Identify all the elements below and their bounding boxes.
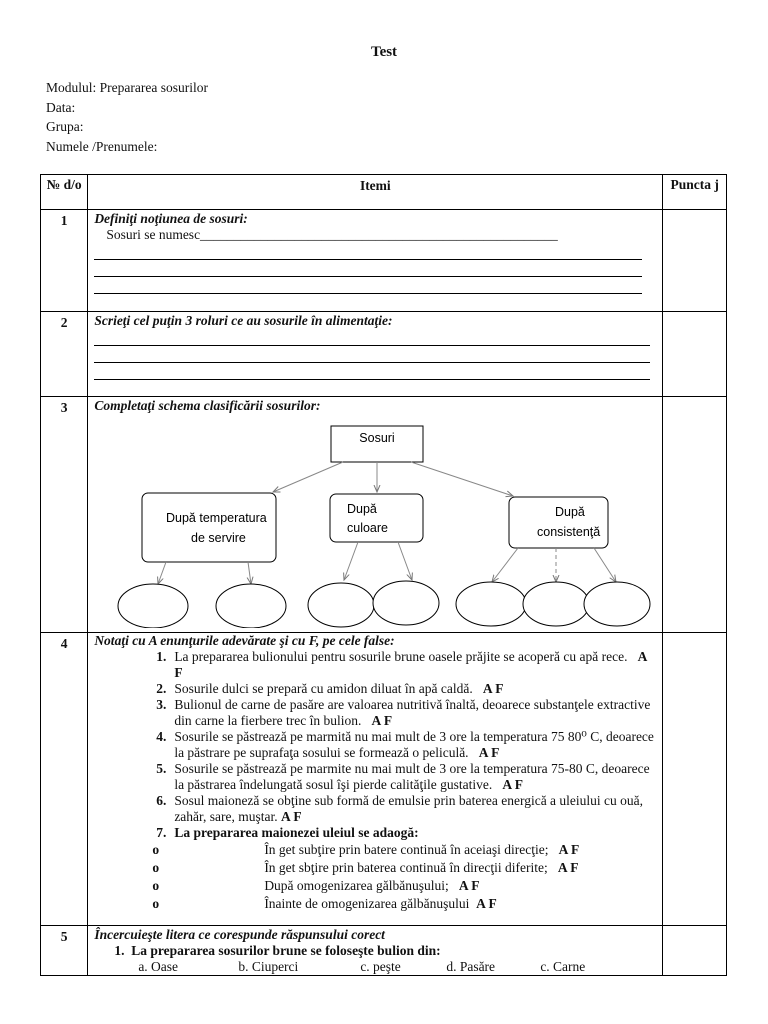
true-false-choice[interactable]: A F: [557, 860, 579, 875]
statement-item: 3. Bulionul de carne de pasăre are valoarea nutritivă înaltă, deoarece substanţele extractive din carne la fierbere trec în bulion. A F: [156, 697, 651, 728]
empty-answer-ellipse[interactable]: [308, 583, 374, 627]
arrow: [273, 462, 343, 492]
color-label-2: culoare: [347, 521, 389, 535]
statement-item: 1. La prepararea bulionului pentru sosurile brune oasele prăjite se acoperă cu apă rece. A F: [156, 649, 647, 680]
sub-statement-item: o Înainte de omogenizarea gălbănuşului A F: [152, 896, 497, 911]
question-number: 1: [41, 210, 88, 312]
option-e[interactable]: c. Carne: [540, 959, 586, 974]
true-false-choice[interactable]: A F: [174, 649, 647, 680]
temperature-label-2: de servire: [191, 531, 247, 545]
answer-options: [88, 959, 662, 975]
arrow: [158, 562, 166, 584]
question-row-2: [41, 312, 727, 397]
sub-statement-list: [152, 841, 654, 913]
answer-line[interactable]: [94, 277, 642, 294]
question-cell: [88, 633, 663, 926]
answer-line[interactable]: [94, 329, 650, 346]
option-b[interactable]: b. Ciuperci: [238, 959, 299, 974]
empty-answer-ellipse[interactable]: [456, 582, 526, 626]
true-false-choice[interactable]: A F: [482, 681, 504, 696]
statement-item: 6. Sosul maioneză se obţine sub formă de emulsie prin baterea energică a uleiului cu ouă, zahăr, sare, muştar. A F: [156, 793, 644, 824]
answer-line[interactable]: [94, 243, 642, 260]
name-line: Numele /Prenumele:: [46, 139, 158, 154]
question-row-3: [41, 397, 727, 633]
col-points-header: Puncta j: [663, 175, 727, 210]
arrow: [492, 548, 518, 582]
col-number-header: № d/o: [41, 175, 88, 210]
points-cell[interactable]: [663, 397, 727, 633]
question-row-1: [41, 210, 727, 312]
true-false-choice[interactable]: A F: [458, 878, 480, 893]
empty-answer-ellipse[interactable]: [118, 584, 188, 628]
points-cell[interactable]: [663, 633, 727, 926]
option-a[interactable]: a. Oase: [138, 959, 179, 974]
sub-statement-item: o În get subţire prin batere continuă în aceiaşi direcţie; A F: [152, 842, 580, 857]
statement-item: 4. Sosurile se păstrează pe marmită nu mai mult de 3 ore la temperatura 75 80⁰ C, deoarece la păstrare pe suprafaţa sosului se formează o peliculă. A F: [156, 729, 654, 760]
points-cell[interactable]: [663, 312, 727, 397]
arrow: [344, 542, 358, 580]
question-prompt: Notaţi cu A enunţurile adevărate şi cu F, pe cele false:: [94, 633, 395, 648]
table-header-row: [41, 175, 727, 210]
arrow: [411, 462, 513, 496]
true-false-choice[interactable]: A F: [476, 896, 497, 911]
question-number: 5: [41, 926, 88, 976]
question-cell: [88, 397, 663, 633]
statement-list: [88, 649, 662, 913]
empty-answer-ellipse[interactable]: [523, 582, 589, 626]
date-line: Data:: [46, 100, 76, 115]
question-prompt: Scrieţi cel puţin 3 roluri ce au sosurile în alimentaţie:: [94, 313, 393, 328]
consistency-label-1: După: [555, 505, 586, 519]
statement-item: 2. Sosurile dulci se prepară cu amidon diluat în apă caldă. A F: [156, 681, 504, 696]
answer-line[interactable]: [94, 363, 650, 380]
answer-line[interactable]: [94, 346, 650, 363]
statement-item: 5. Sosurile se păstrează pe marmite nu mai mult de 3 ore la temperatura 75-80 C, deoarece la păstrarea îndelungată sosul îşi pierde calităţile gustative. A F: [156, 761, 650, 792]
true-false-choice[interactable]: A F: [371, 713, 393, 728]
question-row-5: [41, 926, 727, 976]
definition-line: Sosuri se numesc_____________________________________________________: [106, 227, 558, 242]
sub-question: 1. La prepararea sosurilor brune se foloseşte bulion din:: [114, 943, 441, 958]
true-false-choice[interactable]: A F: [280, 809, 302, 824]
sub-statement-item: o În get sbţire prin baterea continuă în direcţii diferite; A F: [152, 860, 579, 875]
empty-answer-ellipse[interactable]: [584, 582, 650, 626]
statement-item: 7. La prepararea maionezei uleiul se adaogă: o În get subţire prin batere continuă în aceiaşi direcţie; A F o În get sbţire prin baterea continuă în direcţii diferite; A F o După omogenizarea gălbănuşului; A F o Înainte de omogenizarea gălbănuşului A F: [88, 825, 654, 913]
arrow: [594, 548, 616, 582]
temperature-label-1: După temperatura: [166, 511, 268, 525]
page-title: Test: [370, 44, 398, 60]
test-table: [40, 174, 727, 976]
color-label-1: După: [347, 502, 378, 516]
points-cell[interactable]: [663, 926, 727, 976]
classification-diagram: [88, 418, 662, 628]
arrow: [248, 562, 251, 584]
question-prompt: Completaţi schema clasificării sosurilor:: [94, 398, 321, 413]
question-row-4: [41, 633, 727, 926]
empty-answer-ellipse[interactable]: [373, 581, 439, 625]
question-number: 3: [41, 397, 88, 633]
true-false-choice[interactable]: A F: [478, 745, 500, 760]
module-line: Modulul: Prepararea sosurilor: [46, 80, 208, 95]
question-number: 2: [41, 312, 88, 397]
empty-answer-ellipse[interactable]: [216, 584, 286, 628]
points-cell[interactable]: [663, 210, 727, 312]
option-d[interactable]: d. Pasăre: [446, 959, 496, 974]
question-prompt: Încercuieşte litera ce corespunde răspunsului corect: [94, 927, 385, 942]
question-cell: [88, 210, 663, 312]
question-cell: [88, 926, 663, 976]
col-items-header: Itemi: [88, 175, 663, 210]
true-false-choice[interactable]: A F: [502, 777, 523, 792]
group-line: Grupa:: [46, 119, 84, 134]
true-false-choice[interactable]: A F: [558, 842, 580, 857]
question-number: 4: [41, 633, 88, 926]
arrow: [398, 542, 412, 580]
root-label: Sosuri: [359, 431, 396, 445]
consistency-label-2: consistenţă: [537, 525, 601, 539]
sub-statement-item: o După omogenizarea gălbănuşului; A F: [152, 878, 480, 893]
question-cell: [88, 312, 663, 397]
question-prompt: Definiţi noţiunea de sosuri:: [94, 211, 248, 226]
temperature-box: [142, 493, 276, 562]
option-c[interactable]: c. peşte: [360, 959, 401, 974]
answer-line[interactable]: [94, 260, 642, 277]
